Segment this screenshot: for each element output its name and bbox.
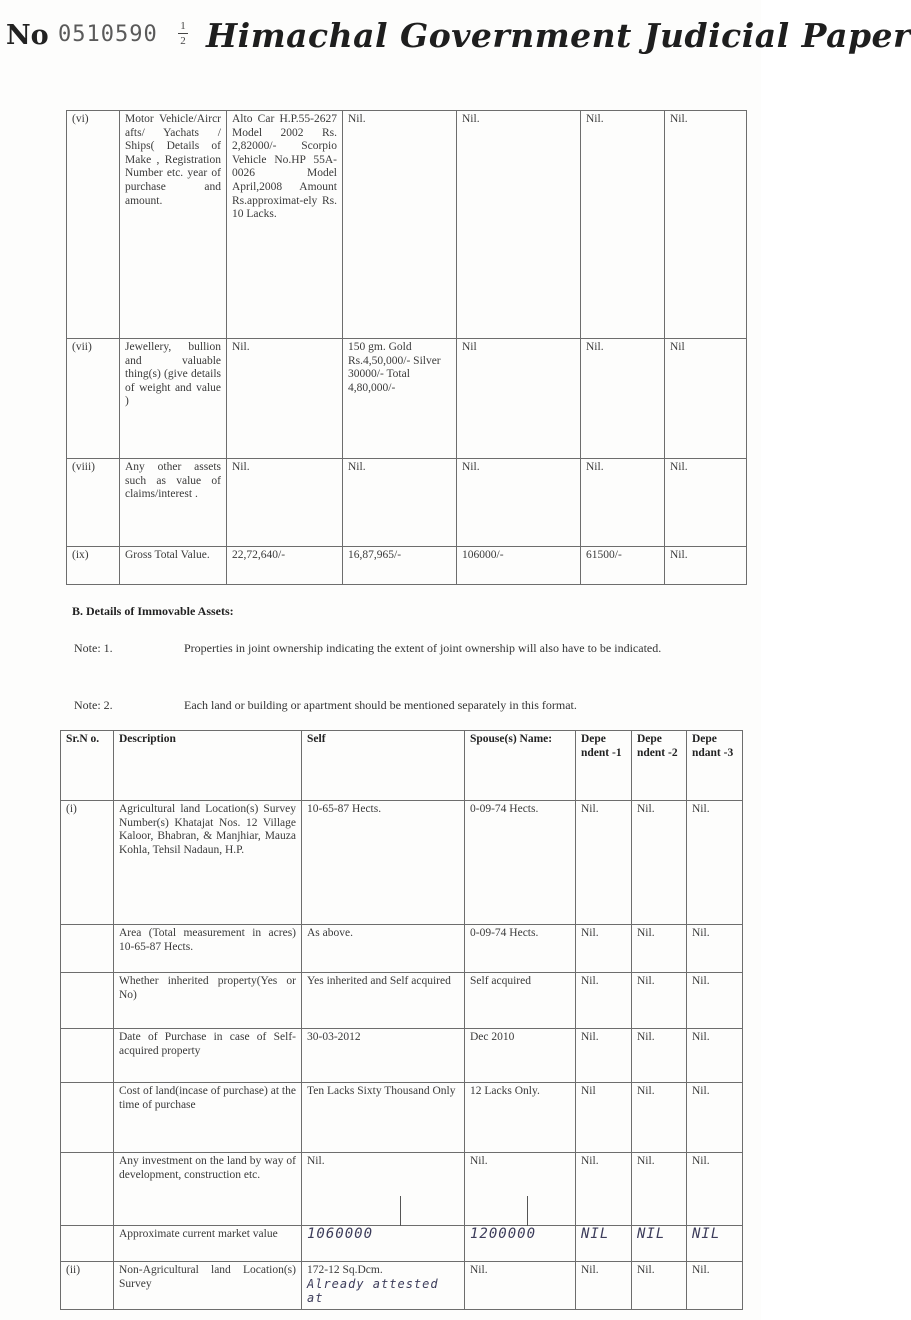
row-dependent-2: Nil. — [632, 1153, 687, 1226]
row-self-value: 172-12 Sq.Dcm. — [307, 1264, 383, 1276]
row-dependent-1: Nil. — [576, 1029, 632, 1083]
handwritten-attestation-note: Already attested at — [307, 1276, 439, 1306]
row-dependent-1: Nil — [457, 339, 581, 459]
note-2-label: Note: 2. — [74, 698, 113, 712]
row-description: Any investment on the land by way of development, construction etc. — [114, 1153, 302, 1226]
row-sn: (vi) — [67, 111, 120, 339]
header-description: Description — [114, 731, 302, 801]
row-sn — [61, 973, 114, 1029]
row-spouse-handwritten: 1200000 — [465, 1226, 576, 1262]
row-self: Alto Car H.P.55-2627 Model 2002 Rs. 2,82000/- Scorpio Vehicle No.HP 55A-0026 Model April,2008 Amount Rs.approximat-ely Rs. 10 Lacks. — [227, 111, 343, 339]
row-self: Nil. — [227, 459, 343, 547]
fraction-bottom: 2 — [180, 35, 186, 47]
row-dependent-1: Nil. — [457, 111, 581, 339]
row-spouse: Nil. — [465, 1153, 576, 1226]
table-header-row — [61, 731, 743, 801]
serial-number: 0510590 — [58, 22, 158, 47]
row-dependent-2: Nil. — [581, 111, 665, 339]
row-dependent-3: Nil. — [665, 111, 747, 339]
row-spouse: Nil. — [343, 459, 457, 547]
table-row — [67, 339, 747, 459]
row-sn: (viii) — [67, 459, 120, 547]
signature-mark — [400, 1196, 401, 1226]
stamp-paper-header — [6, 14, 911, 60]
row-dependent-2: Nil. — [581, 459, 665, 547]
row-dependent-1-handwritten: NIL — [576, 1226, 632, 1262]
row-spouse: 12 Lacks Only. — [465, 1083, 576, 1153]
row-sn — [61, 1083, 114, 1153]
row-sn: (ii) — [61, 1262, 114, 1310]
row-self: 22,72,640/- — [227, 547, 343, 585]
table-row — [67, 547, 747, 585]
row-description: Agricultural land Location(s) Survey Number(s) Khatajat Nos. 12 Village Kaloor, Bhabran, & Manjhiar, Mauza Kohla, Tehsil Nadaun, H.P. — [114, 801, 302, 925]
row-description: Any other assets such as value of claims/interest . — [120, 459, 227, 547]
row-description: Gross Total Value. — [120, 547, 227, 585]
row-self: 10-65-87 Hects. — [302, 801, 465, 925]
row-spouse: 150 gm. Gold Rs.4,50,000/- Silver 30000/- Total 4,80,000/- — [343, 339, 457, 459]
header-sn: Sr.N o. — [61, 731, 114, 801]
row-dependent-1: Nil. — [457, 459, 581, 547]
row-spouse: 16,87,965/- — [343, 547, 457, 585]
table-row — [61, 925, 743, 973]
row-sn — [61, 1226, 114, 1262]
table-row — [61, 1262, 743, 1310]
row-self: 30-03-2012 — [302, 1029, 465, 1083]
immovable-assets-table — [60, 730, 743, 1310]
row-self-handwritten: 1060000 — [302, 1226, 465, 1262]
row-description: Jewellery, bullion and valuable thing(s) (give details of weight and value ) — [120, 339, 227, 459]
row-spouse: Dec 2010 — [465, 1029, 576, 1083]
table-row — [61, 1226, 743, 1262]
row-sn: (vii) — [67, 339, 120, 459]
row-dependent-3: Nil. — [687, 801, 743, 925]
header-spouse: Spouse(s) Name: — [465, 731, 576, 801]
row-dependent-2: Nil. — [632, 1029, 687, 1083]
row-dependent-2: Nil. — [632, 1262, 687, 1310]
row-sn — [61, 925, 114, 973]
table-row — [61, 1083, 743, 1153]
number-label: No — [6, 20, 49, 51]
row-dependent-3: Nil — [665, 339, 747, 459]
row-self — [302, 1262, 465, 1310]
row-dependent-1: Nil. — [576, 1262, 632, 1310]
row-spouse: 0-09-74 Hects. — [465, 801, 576, 925]
table-row — [67, 459, 747, 547]
row-dependent-2: 61500/- — [581, 547, 665, 585]
row-description: Motor Vehicle/Aircr afts/ Yachats / Ships( Details of Make , Registration Number etc. year of purchase and amount. — [120, 111, 227, 339]
section-b-heading: B. Details of Immovable Assets: — [72, 604, 234, 618]
row-dependent-3: Nil. — [687, 925, 743, 973]
paper-title: Himachal Government Judicial Paper — [206, 16, 911, 55]
header-dependent-3: Depe ndant -3 — [687, 731, 743, 801]
row-description: Cost of land(incase of purchase) at the time of purchase — [114, 1083, 302, 1153]
row-dependent-3: Nil. — [687, 1262, 743, 1310]
row-description: Approximate current market value — [114, 1226, 302, 1262]
row-dependent-3: Nil. — [665, 547, 747, 585]
row-dependent-3: Nil. — [687, 973, 743, 1029]
row-dependent-2: Nil. — [632, 973, 687, 1029]
row-dependent-1: 106000/- — [457, 547, 581, 585]
row-spouse: Nil. — [343, 111, 457, 339]
row-sn: (i) — [61, 801, 114, 925]
note-2-text: Each land or building or apartment should be mentioned separately in this format. — [184, 698, 577, 712]
fraction-top: 1 — [180, 20, 186, 32]
row-dependent-2: Nil. — [632, 1083, 687, 1153]
denomination-fraction — [178, 20, 188, 47]
table-row — [67, 111, 747, 339]
movable-assets-table — [66, 110, 747, 585]
header-dependent-1: Depe ndent -1 — [576, 731, 632, 801]
table-row — [61, 1153, 743, 1226]
row-dependent-1: Nil. — [576, 925, 632, 973]
row-dependent-3: Nil. — [687, 1153, 743, 1226]
row-dependent-1: Nil. — [576, 801, 632, 925]
row-self: As above. — [302, 925, 465, 973]
row-dependent-1: Nil — [576, 1083, 632, 1153]
row-dependent-1: Nil. — [576, 973, 632, 1029]
row-dependent-3-handwritten: NIL — [687, 1226, 743, 1262]
header-dependent-2: Depe ndent -2 — [632, 731, 687, 801]
row-sn — [61, 1029, 114, 1083]
row-description: Non-Agricultural land Location(s) Survey — [114, 1262, 302, 1310]
row-sn — [61, 1153, 114, 1226]
row-spouse: 0-09-74 Hects. — [465, 925, 576, 973]
row-sn: (ix) — [67, 547, 120, 585]
row-description: Area (Total measurement in acres) 10-65-87 Hects. — [114, 925, 302, 973]
note-1-text: Properties in joint ownership indicating the extent of joint ownership will also have to be indicated. — [184, 641, 662, 655]
row-spouse: Self acquired — [465, 973, 576, 1029]
table-row — [61, 1029, 743, 1083]
note-1-label: Note: 1. — [74, 641, 113, 655]
row-self: Nil. — [227, 339, 343, 459]
row-dependent-3: Nil. — [687, 1083, 743, 1153]
row-dependent-2-handwritten: NIL — [632, 1226, 687, 1262]
row-self: Ten Lacks Sixty Thousand Only — [302, 1083, 465, 1153]
row-dependent-2: Nil. — [581, 339, 665, 459]
row-description: Date of Purchase in case of Self-acquired property — [114, 1029, 302, 1083]
row-dependent-3: Nil. — [665, 459, 747, 547]
row-self: Nil. — [302, 1153, 465, 1226]
row-dependent-2: Nil. — [632, 925, 687, 973]
row-dependent-3: Nil. — [687, 1029, 743, 1083]
table-row — [61, 801, 743, 925]
row-dependent-1: Nil. — [576, 1153, 632, 1226]
row-spouse: Nil. — [465, 1262, 576, 1310]
header-self: Self — [302, 731, 465, 801]
signature-mark — [527, 1196, 528, 1226]
table-row — [61, 973, 743, 1029]
row-self: Yes inherited and Self acquired — [302, 973, 465, 1029]
row-description: Whether inherited property(Yes or No) — [114, 973, 302, 1029]
row-dependent-2: Nil. — [632, 801, 687, 925]
